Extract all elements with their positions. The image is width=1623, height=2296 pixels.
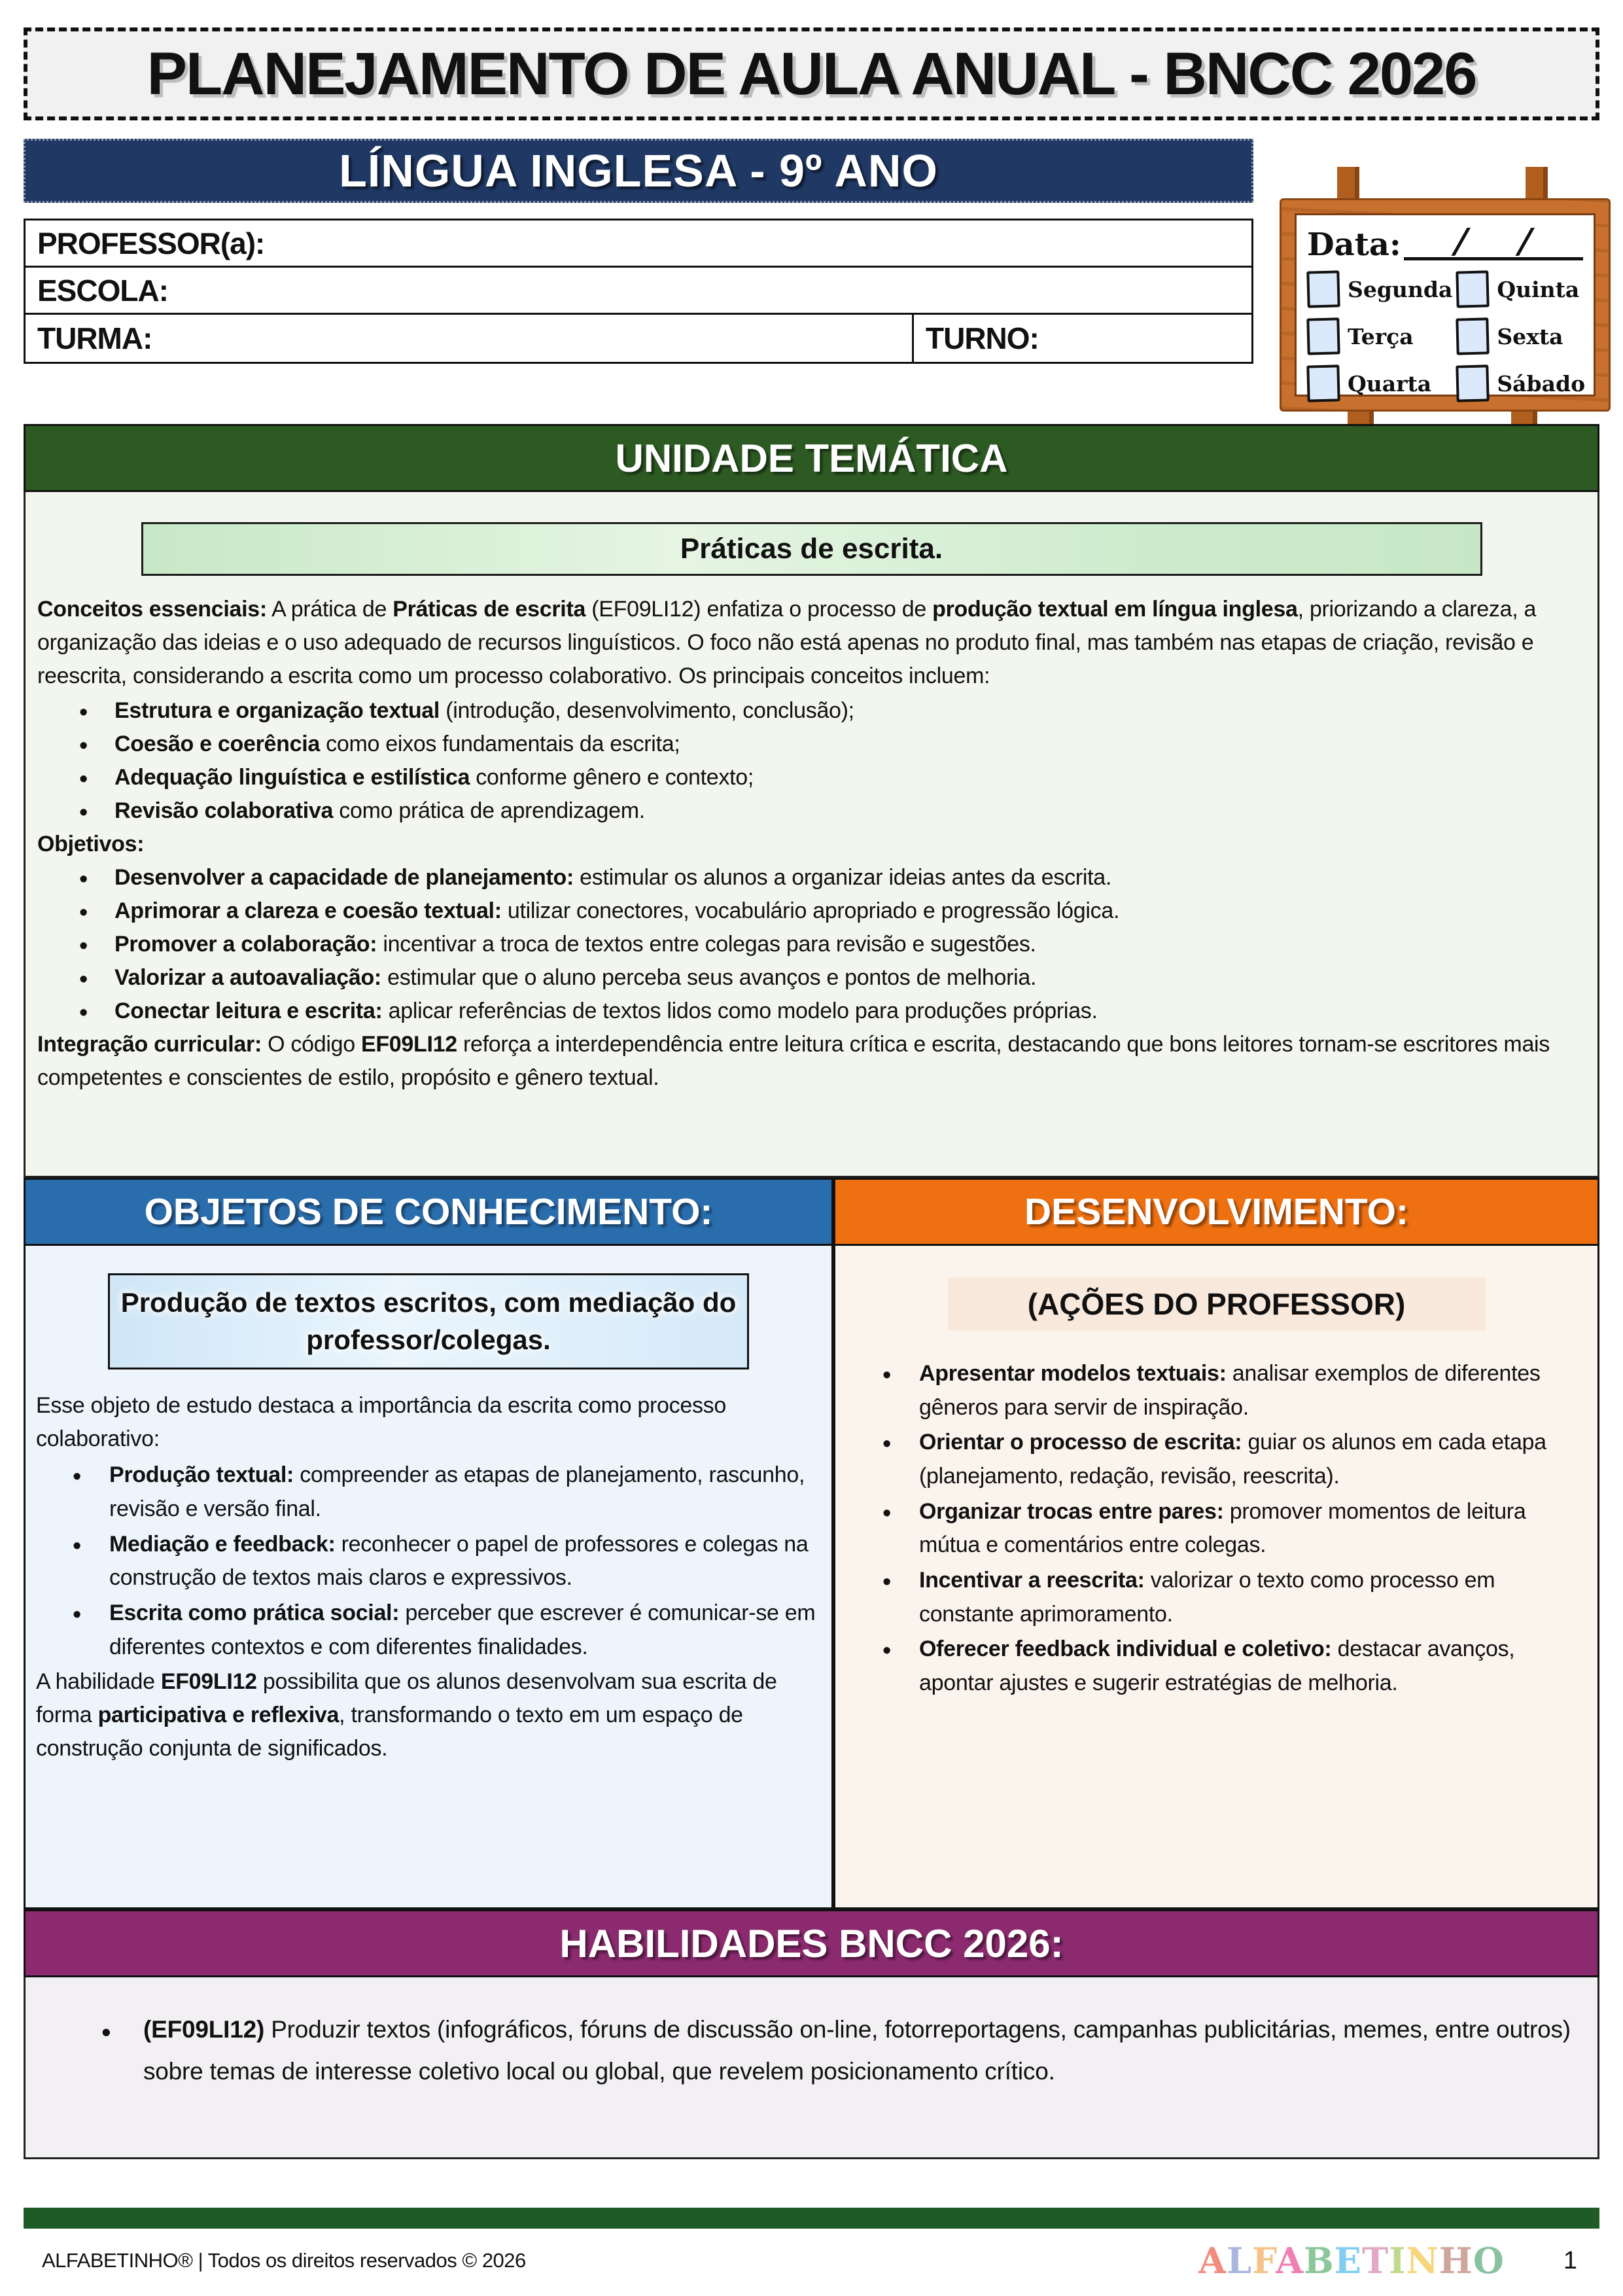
subject-banner — [24, 139, 1253, 203]
bullet-item: • Estrutura e organização textual (introdução, desenvolvimento, conclusão); — [37, 694, 1586, 728]
bullet-item: • Promover a colaboração: incentivar a troca de textos entre colegas para revisão e sugestões. — [37, 928, 1586, 961]
page-title: PLANEJAMENTO DE AULA ANUAL - BNCC 2026 — [147, 40, 1476, 107]
day-checkbox-segunda[interactable] — [1306, 270, 1340, 308]
bullet-item: • Orientar o processo de escrita: guiar os alunos em cada etapa (planejamento, redação, revisão, reescrita). — [846, 1426, 1587, 1493]
turno-field[interactable] — [1039, 315, 1251, 362]
bullet-item: • Revisão colaborativa como prática de aprendizagem. — [37, 794, 1586, 828]
desenvolvimento-column — [833, 1178, 1599, 1909]
bullet-item: • Desenvolver a capacidade de planejamento: estimular os alunos a organizar ideias antes da escrita. — [37, 861, 1586, 894]
conceitos-bullet-list — [37, 694, 1586, 828]
bullet-item: • Incentivar a reescrita: valorizar o texto como processo em constante aprimoramento. — [846, 1564, 1587, 1631]
wooden-frame — [1280, 198, 1611, 412]
date-slash: / — [1514, 221, 1537, 261]
day-label: Sexta — [1497, 323, 1563, 349]
turma-label: TURMA: — [37, 321, 152, 355]
desenvolvimento-body — [833, 1246, 1599, 1909]
day-label: Sábado — [1497, 370, 1586, 397]
bullet-item: • Valorizar a autoavaliação: estimular que o aluno perceba seus avanços e pontos de melhoria. — [37, 961, 1586, 995]
day-item-terca — [1307, 318, 1452, 355]
day-checkbox-sexta[interactable] — [1456, 317, 1490, 355]
bullet-item: • Aprimorar a clareza e coesão textual: utilizar conectores, vocabulário apropriado e progressão lógica. — [37, 894, 1586, 928]
habilidades-header — [24, 1909, 1599, 1977]
acoes-professor-label: (AÇÕES DO PROFESSOR) — [1027, 1287, 1406, 1321]
date-calendar-board — [1280, 167, 1611, 427]
bullet-item: • Oferecer feedback individual e coletivo: destacar avanços, apontar ajustes e sugerir estratégias de melhoria. — [846, 1633, 1587, 1700]
escola-label: ESCOLA: — [37, 273, 168, 308]
bullet-item: • Apresentar modelos textuais: analisar exemplos de diferentes gêneros para servir de inspiração. — [846, 1357, 1587, 1424]
day-label: Quinta — [1497, 276, 1580, 302]
day-checkbox-sabado[interactable] — [1456, 364, 1490, 402]
professor-label: PROFESSOR(a): — [37, 226, 265, 260]
objetos-header-text: OBJETOS DE CONHECIMENTO: — [144, 1191, 713, 1233]
bullet-item: • Coesão e coerência como eixos fundamentais da escrita; — [37, 728, 1586, 761]
weekday-checklist — [1307, 271, 1586, 402]
turma-field[interactable] — [152, 315, 912, 362]
date-slash: / — [1450, 221, 1473, 261]
objetos-highlight-text: Produção de textos escritos, com mediação do professor/colegas. — [120, 1287, 737, 1355]
two-column-section — [24, 1178, 1599, 1909]
objetos-bullet-list — [36, 1458, 821, 1664]
alfabetinho-logo: ALFABETINHO — [1198, 2240, 1505, 2282]
objetos-header — [24, 1178, 833, 1246]
bullet-item: • (EF09LI12) Produzir textos (infográficos, fóruns de discussão on-line, fotorreportagens, campanhas publicitárias, memes, entre outros) sobre temas de interesse coletivo local ou global, que revelem posicionamento crítico. — [45, 2009, 1578, 2092]
date-fill-line[interactable] — [1404, 222, 1583, 260]
footer-right — [1198, 2240, 1599, 2282]
objetos-highlight-box — [108, 1273, 749, 1369]
professor-row — [26, 221, 1251, 268]
desenvolvimento-header-text: DESENVOLVIMENTO: — [1024, 1191, 1408, 1233]
header-form-table — [24, 219, 1253, 364]
professor-field[interactable] — [264, 221, 1251, 266]
page-number: 1 — [1563, 2246, 1577, 2274]
desenvolvimento-bullet-list — [846, 1357, 1587, 1701]
topic-box — [141, 522, 1482, 576]
habilidades-header-text: HABILIDADES BNCC 2026: — [559, 1921, 1064, 1966]
turno-label: TURNO: — [926, 321, 1039, 355]
objetivos-bullet-list — [37, 861, 1586, 1028]
conceitos-paragraph: Conceitos essenciais: A prática de Práticas de escrita (EF09LI12) enfatiza o processo de produção textual em língua inglesa, priorizando a clareza, a organização das ideias e o uso adequado de recursos linguísticos. O foco não está apenas no produto final, mas também nas etapas de criação, revisão e reescrita, considerando a escrita como um processo colaborativo. Os principais conceitos incluem: — [37, 597, 1537, 688]
unidade-tematica-header — [24, 424, 1599, 492]
integracao-paragraph: Integração curricular: O código EF09LI12 reforça a interdependência entre leitura crítica e escrita, destacando que bons leitores tornam-se escritores mais competentes e conscientes de estilo, propósito e gênero textual. — [37, 1032, 1550, 1090]
unidade-tematica-header-text: UNIDADE TEMÁTICA — [615, 436, 1008, 480]
day-label: Terça — [1348, 323, 1414, 349]
turno-cell — [912, 315, 1251, 362]
habilidades-body — [24, 1977, 1599, 2159]
objetos-outro: A habilidade EF09LI12 possibilita que os alunos desenvolvam sua escrita de forma participativa e reflexiva, transformando o texto em um espaço de construção conjunta de significados. — [36, 1669, 777, 1761]
acoes-professor-label-box — [948, 1277, 1486, 1331]
objetos-intro: Esse objeto de estudo destaca a importância da escrita como processo colaborativo: — [36, 1393, 726, 1452]
day-item-quarta — [1307, 365, 1452, 402]
footer-divider-bar — [24, 2208, 1599, 2229]
page-title-box — [24, 27, 1599, 120]
objetivos-label: Objetivos: — [37, 832, 145, 857]
copyright-text: ALFABETINHO® | Todos os direitos reservados © 2026 — [42, 2249, 526, 2272]
bullet-item: • Conectar leitura e escrita: aplicar referências de textos lidos como modelo para produções próprias. — [37, 995, 1586, 1028]
day-label: Segunda — [1348, 276, 1453, 302]
day-label: Quarta — [1348, 370, 1432, 397]
bullet-item: • Escrita como prática social: perceber que escrever é comunicar-se em diferentes contextos e com diferentes finalidades. — [36, 1597, 821, 1664]
footer — [24, 2238, 1599, 2284]
unidade-tematica-body — [24, 492, 1599, 1178]
subject-banner-text: LÍNGUA INGLESA - 9º ANO — [339, 145, 938, 196]
date-label: Data: — [1307, 226, 1401, 263]
day-checkbox-quinta[interactable] — [1456, 270, 1490, 308]
habilidades-bullet-list — [45, 2009, 1578, 2092]
day-item-sexta — [1456, 318, 1585, 355]
escola-field[interactable] — [168, 268, 1251, 313]
bullet-item: • Adequação linguística e estilística conforme gênero e contexto; — [37, 761, 1586, 794]
day-item-quinta — [1456, 271, 1585, 308]
bullet-item: • Mediação e feedback: reconhecer o papel de professores e colegas na construção de textos mais claros e expressivos. — [36, 1528, 821, 1595]
topic-box-text: Práticas de escrita. — [680, 533, 943, 565]
desenvolvimento-header — [833, 1178, 1599, 1246]
objetos-column — [24, 1178, 833, 1909]
day-checkbox-terca[interactable] — [1306, 317, 1340, 355]
date-row — [1307, 221, 1583, 263]
day-checkbox-quarta[interactable] — [1306, 364, 1340, 402]
bullet-item: • Produção textual: compreender as etapas de planejamento, rascunho, revisão e versão final. — [36, 1458, 821, 1526]
bullet-item: • Organizar trocas entre pares: promover momentos de leitura mútua e comentários entre colegas. — [846, 1495, 1587, 1563]
objetos-body — [24, 1246, 833, 1909]
day-item-segunda — [1307, 271, 1452, 308]
day-item-sabado — [1456, 365, 1585, 402]
turma-turno-row — [26, 315, 1251, 362]
calendar-panel — [1295, 213, 1596, 397]
escola-row — [26, 268, 1251, 315]
